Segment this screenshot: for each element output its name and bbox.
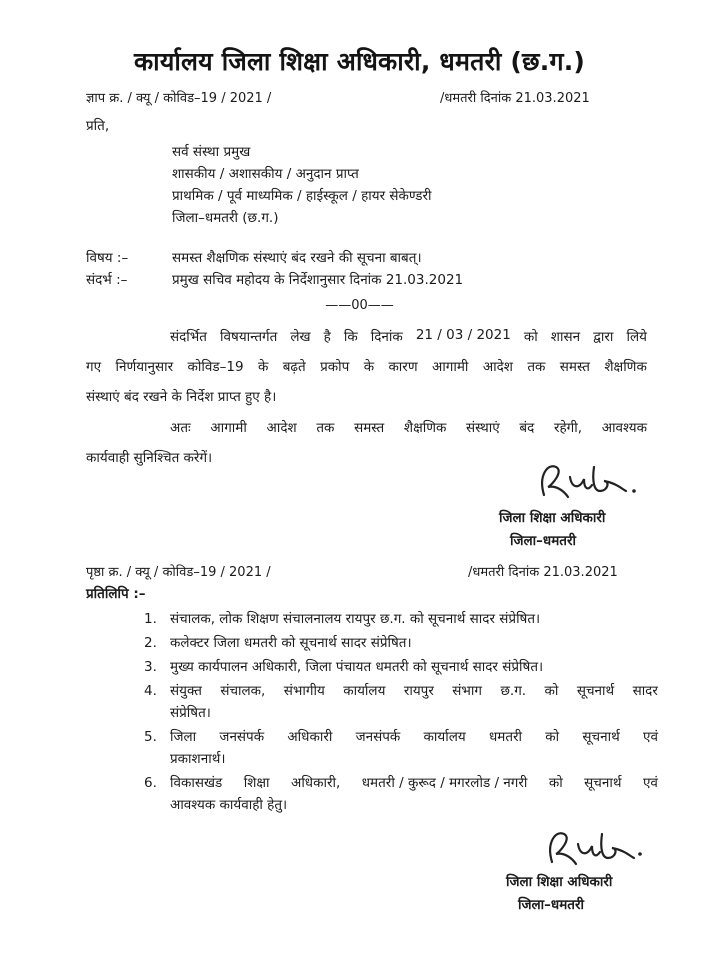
word: संयुक्त xyxy=(170,683,202,699)
word: प्रकोप xyxy=(320,359,350,375)
word: कोविड–19 xyxy=(187,359,244,375)
word: जिला xyxy=(170,729,197,745)
word: कार्यालय xyxy=(343,683,386,699)
word: विषयान्तर्गत xyxy=(220,329,278,345)
word: रहेगी, xyxy=(553,420,583,436)
copy-to-list xyxy=(138,608,658,816)
word: अधिकारी, xyxy=(291,775,341,791)
word: दिनांक xyxy=(370,329,403,345)
item-text: कलेक्टर जिला धमतरी को सूचनार्थ सादर संप्रेषित। xyxy=(170,635,412,651)
word: सादर xyxy=(632,683,658,699)
word: धमतरी xyxy=(488,729,523,745)
reference-text: प्रमुख सचिव महोदय के निर्देशानुसार दिनांक 21.03.2021 xyxy=(172,272,464,288)
item-number: 2. xyxy=(144,635,157,651)
word: जनसंपर्क xyxy=(219,729,265,745)
word: है xyxy=(323,329,331,345)
body-line xyxy=(86,357,647,375)
memo-date: /धमतरी दिनांक 21.03.2021 xyxy=(440,91,590,106)
word: अतः xyxy=(170,420,191,436)
word: द्वारा xyxy=(593,329,614,345)
word: 21 / 03 / 2021 xyxy=(415,327,511,343)
body-line xyxy=(170,327,647,345)
memo-reference-number: ज्ञाप क्र. / क्यू / कोविड–19 / 2021 / xyxy=(86,91,272,106)
recipient-line: जिला–धमतरी (छ.ग.) xyxy=(172,210,279,226)
word: शिक्षा xyxy=(243,775,270,791)
word: जनसंपर्क xyxy=(355,729,401,745)
item-text: संचालक, लोक शिक्षण संचालनालय रायपुर छ.ग. को सूचनार्थ सादर संप्रेषित। xyxy=(170,611,541,627)
signatory-place: जिला–धमतरी xyxy=(510,533,577,549)
list-item xyxy=(138,656,658,678)
word: संस्थाएं xyxy=(466,420,500,436)
word: संदर्भित xyxy=(170,329,207,345)
signatory-designation: जिला शिक्षा अधिकारी xyxy=(506,874,613,890)
word: कि xyxy=(343,329,358,345)
separator: ——00—— xyxy=(325,298,394,313)
word: के xyxy=(257,359,269,375)
word: लेख xyxy=(290,329,311,345)
item-number: 6. xyxy=(144,775,157,791)
word: निर्णयानुसार xyxy=(115,359,174,375)
item-text-continued: प्रकाशनार्थ। xyxy=(170,751,226,767)
signatory-place: जिला–धमतरी xyxy=(518,897,585,913)
list-item xyxy=(138,726,658,770)
recipient-line: प्राथमिक / पूर्व माध्यमिक / हाईस्कूल / हायर सेकेण्डरी xyxy=(172,188,432,204)
signature-scribble xyxy=(538,822,648,872)
word: कारण xyxy=(388,359,418,375)
word: रायपुर xyxy=(403,683,434,699)
word: आवश्यक xyxy=(601,420,647,436)
word: संभाग xyxy=(452,683,483,699)
endorsement-reference-number: पृष्ठा क्र. / क्यू / कोविड–19 / 2021 / xyxy=(86,565,271,580)
item-text xyxy=(170,680,658,702)
item-number: 1. xyxy=(144,611,157,627)
office-title: कार्यालय जिला शिक्षा अधिकारी, धमतरी (छ.ग.) xyxy=(133,47,586,76)
word: सूचनार्थ xyxy=(582,729,620,745)
word: आदेश xyxy=(266,420,297,436)
word: शैक्षणिक xyxy=(604,359,647,375)
word: के xyxy=(363,359,375,375)
item-number: 3. xyxy=(144,659,157,675)
word: एवं xyxy=(643,729,658,745)
word: शासन xyxy=(550,329,581,345)
list-item xyxy=(138,608,658,630)
item-text-continued: संप्रेषित। xyxy=(170,705,211,721)
subject-text: समस्त शैक्षणिक संस्थाएं बंद रखने की सूचना बाबत्। xyxy=(172,250,422,266)
word: कार्यालय xyxy=(423,729,466,745)
body-line: कार्यवाही सुनिश्चित करेगें। xyxy=(86,450,213,466)
body-line: संस्थाएं बंद रखने के निर्देश प्राप्त हुए है। xyxy=(86,389,277,405)
word: धमतरी / कुरूद / मगरलोड / नगरी xyxy=(361,775,528,791)
word: तक xyxy=(316,420,335,436)
word: विकासखंड xyxy=(170,775,223,791)
word: आगामी xyxy=(210,420,247,436)
word: गए xyxy=(86,359,102,375)
word: सूचनार्थ xyxy=(576,683,615,699)
word: संचालक, xyxy=(220,683,266,699)
word: एवं xyxy=(642,775,658,791)
copy-to-heading: प्रतिलिपि :– xyxy=(86,586,146,602)
word: को xyxy=(548,775,563,791)
signatory-designation: जिला शिक्षा अधिकारी xyxy=(499,510,606,526)
word: आदेश xyxy=(482,359,513,375)
item-text xyxy=(170,772,658,794)
word: शैक्षणिक xyxy=(403,420,447,436)
word: को xyxy=(544,683,559,699)
word: बढ़ते xyxy=(282,359,306,375)
word: अधिकारी xyxy=(287,729,333,745)
word: आगामी xyxy=(431,359,469,375)
recipient-line: शासकीय / अशासकीय / अनुदान प्राप्त xyxy=(172,166,359,182)
list-item xyxy=(138,680,658,724)
word: तक xyxy=(527,359,546,375)
item-number: 4. xyxy=(144,683,157,699)
list-item xyxy=(138,772,658,816)
word: सूचनार्थ xyxy=(584,775,622,791)
prati-label: प्रति, xyxy=(86,118,110,134)
word: बंद xyxy=(519,420,535,436)
word: छ.ग. xyxy=(500,683,527,699)
signature-scribble xyxy=(530,455,640,505)
recipient-line: सर्व संस्था प्रमुख xyxy=(172,144,251,160)
reference-label: संदर्भ :– xyxy=(86,272,128,288)
item-number: 5. xyxy=(144,729,157,745)
body-line xyxy=(170,418,647,436)
word: समस्त xyxy=(559,359,590,375)
list-item xyxy=(138,632,658,654)
item-text-continued: आवश्यक कार्यवाही हेतु। xyxy=(170,797,288,813)
item-text xyxy=(170,726,658,748)
subject-label: विषय :– xyxy=(86,250,129,266)
endorsement-date: /धमतरी दिनांक 21.03.2021 xyxy=(468,565,618,580)
word: लिये xyxy=(626,329,647,345)
word: को xyxy=(523,329,538,345)
word: संभागीय xyxy=(283,683,325,699)
word: को xyxy=(545,729,560,745)
item-text: मुख्य कार्यपालन अधिकारी, जिला पंचायत धमतरी को सूचनार्थ सादर संप्रेषित। xyxy=(170,659,544,675)
word: समस्त xyxy=(354,420,385,436)
